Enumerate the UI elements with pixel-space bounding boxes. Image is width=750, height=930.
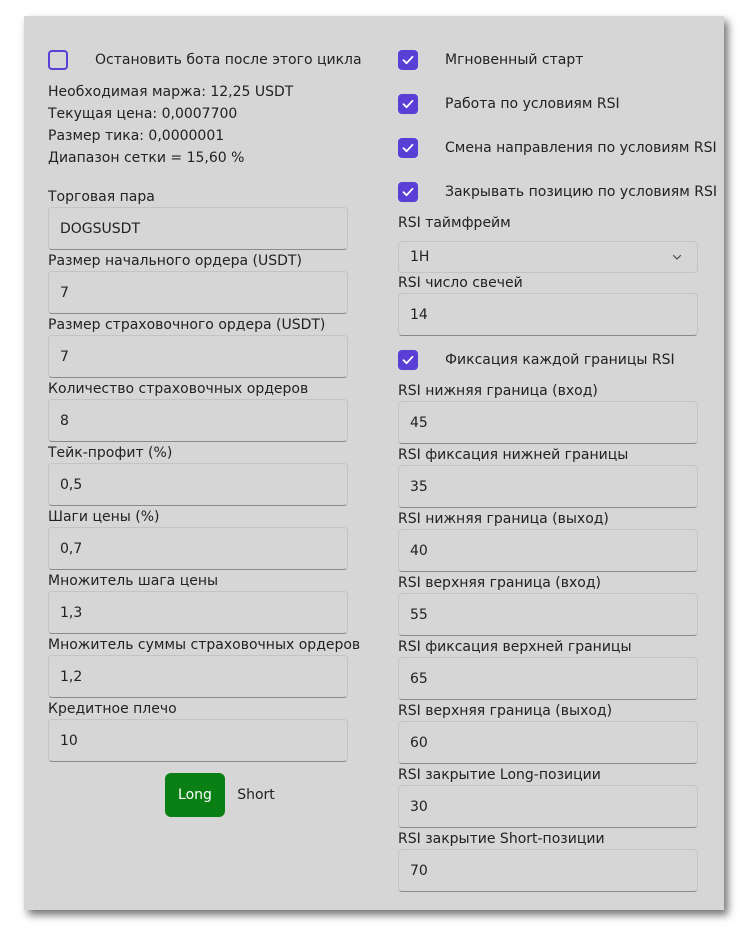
long-button[interactable]: Long	[165, 773, 225, 817]
rsi-close-long-input[interactable]: 30	[398, 785, 698, 828]
trading-pair-input[interactable]: DOGSUSDT	[48, 207, 348, 250]
required-margin-text: Необходимая маржа: 12,25 USDT	[48, 84, 294, 100]
instant-start-checkbox[interactable]	[398, 50, 418, 70]
safety-order-count-label: Количество страховочных ордеров	[48, 381, 309, 397]
take-profit-input[interactable]: 0,5	[48, 463, 348, 506]
safety-order-size-input[interactable]: 7	[48, 335, 348, 378]
rsi-conditions-row[interactable]	[398, 92, 620, 116]
rsi-close-short-input[interactable]: 70	[398, 849, 698, 892]
check-icon	[401, 141, 415, 155]
settings-panel	[24, 16, 724, 910]
grid-range-text: Диапазон сетки = 15,60 %	[48, 150, 245, 166]
rsi-close-position-row[interactable]	[398, 180, 717, 204]
rsi-lower-entry-input[interactable]: 45	[398, 401, 698, 444]
rsi-conditions-label: Работа по условиям RSI	[445, 96, 620, 112]
check-icon	[401, 185, 415, 199]
check-icon	[401, 353, 415, 367]
initial-order-size-label: Размер начального ордера (USDT)	[48, 253, 302, 269]
rsi-close-long-label: RSI закрытие Long-позиции	[398, 767, 601, 783]
rsi-timeframe-value: 1H	[410, 249, 430, 265]
rsi-direction-change-label: Смена направления по условиям RSI	[445, 140, 717, 156]
rsi-candles-input[interactable]: 14	[398, 293, 698, 336]
check-icon	[401, 53, 415, 67]
rsi-lower-fix-input[interactable]: 35	[398, 465, 698, 508]
chevron-down-icon	[671, 251, 683, 263]
stop-bot-label: Остановить бота после этого цикла	[95, 52, 362, 68]
rsi-upper-exit-label: RSI верхняя граница (выход)	[398, 703, 613, 719]
rsi-direction-change-row[interactable]	[398, 136, 717, 160]
leverage-input[interactable]: 10	[48, 719, 348, 762]
rsi-candles-label: RSI число свечей	[398, 275, 523, 291]
rsi-fix-each-checkbox[interactable]	[398, 350, 418, 370]
stop-bot-checkbox-row[interactable]	[48, 48, 362, 72]
rsi-upper-fix-input[interactable]: 65	[398, 657, 698, 700]
rsi-lower-fix-label: RSI фиксация нижней границы	[398, 447, 629, 463]
instant-start-row[interactable]	[398, 48, 583, 72]
leverage-label: Кредитное плечо	[48, 701, 177, 717]
initial-order-size-input[interactable]: 7	[48, 271, 348, 314]
rsi-close-position-label: Закрывать позицию по условиям RSI	[445, 184, 717, 200]
current-price-text: Текущая цена: 0,0007700	[48, 106, 238, 122]
rsi-upper-entry-input[interactable]: 55	[398, 593, 698, 636]
short-button[interactable]: Short	[237, 787, 275, 803]
price-step-multiplier-label: Множитель шага цены	[48, 573, 219, 589]
safety-amount-multiplier-label: Множитель суммы страховочных ордеров	[48, 637, 361, 653]
rsi-upper-entry-label: RSI верхняя граница (вход)	[398, 575, 602, 591]
rsi-upper-fix-label: RSI фиксация верхней границы	[398, 639, 632, 655]
rsi-timeframe-select[interactable]	[398, 241, 698, 273]
rsi-close-position-checkbox[interactable]	[398, 182, 418, 202]
rsi-lower-entry-label: RSI нижняя граница (вход)	[398, 383, 598, 399]
rsi-upper-exit-input[interactable]: 60	[398, 721, 698, 764]
rsi-direction-change-checkbox[interactable]	[398, 138, 418, 158]
tick-size-text: Размер тика: 0,0000001	[48, 128, 225, 144]
take-profit-label: Тейк-профит (%)	[48, 445, 173, 461]
safety-order-count-input[interactable]: 8	[48, 399, 348, 442]
rsi-fix-each-row[interactable]	[398, 348, 675, 372]
safety-amount-multiplier-input[interactable]: 1,2	[48, 655, 348, 698]
instant-start-label: Мгновенный старт	[445, 52, 584, 68]
rsi-lower-exit-label: RSI нижняя граница (выход)	[398, 511, 609, 527]
price-step-input[interactable]: 0,7	[48, 527, 348, 570]
safety-order-size-label: Размер страховочного ордера (USDT)	[48, 317, 326, 333]
trading-pair-label: Торговая пара	[48, 189, 155, 205]
rsi-conditions-checkbox[interactable]	[398, 94, 418, 114]
rsi-lower-exit-input[interactable]: 40	[398, 529, 698, 572]
rsi-timeframe-label: RSI таймфрейм	[398, 215, 511, 231]
price-step-multiplier-input[interactable]: 1,3	[48, 591, 348, 634]
check-icon	[401, 97, 415, 111]
price-step-label: Шаги цены (%)	[48, 509, 160, 525]
stop-bot-checkbox[interactable]	[48, 50, 68, 70]
rsi-fix-each-label: Фиксация каждой границы RSI	[445, 352, 675, 368]
rsi-close-short-label: RSI закрытие Short-позиции	[398, 831, 605, 847]
